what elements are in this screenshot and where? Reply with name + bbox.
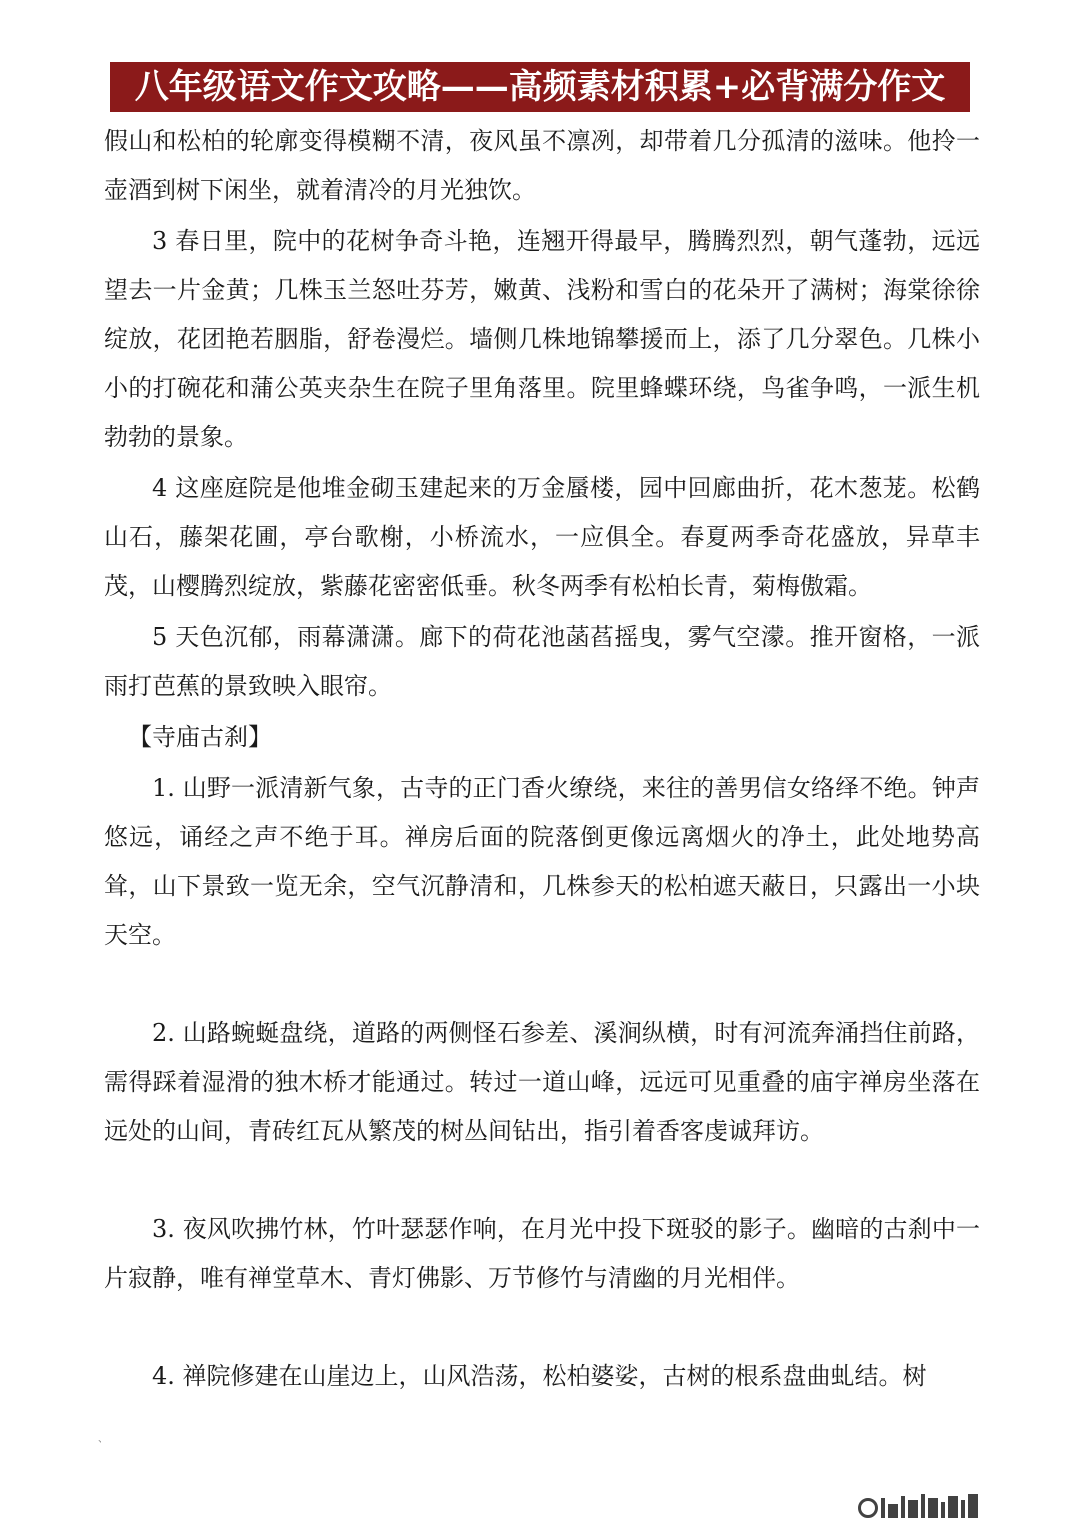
bar-glyph-icon <box>888 1504 898 1518</box>
bar-glyph-icon <box>968 1494 978 1518</box>
document-body <box>104 117 980 1401</box>
section-heading: 【寺庙古刹】 <box>128 723 272 751</box>
temple-item-1: 1. 山野一派清新气象，古寺的正门香火缭绕，来往的善男信女络绎不绝。钟声悠远，诵经之声不绝于耳。禅房后面的院落倒更像远离烟火的净土，此处地势高耸，山下景致一览无余，空气沉静清和，几株参天的松柏遮天蔽日，只露出一小块天空。 <box>104 774 980 949</box>
bar-glyph-icon <box>948 1496 958 1518</box>
bar-glyph-icon <box>941 1502 945 1518</box>
paragraph-continuation: 假山和松柏的轮廓变得模糊不清，夜风虽不凛冽，却带着几分孤清的滋味。他拎一壶酒到树下闲坐，就着清冷的月光独饮。 <box>104 127 980 204</box>
paragraph-item-5: 5 天色沉郁，雨幕潇潇。廊下的荷花池菡萏摇曳，雾气空濛。推开窗格，一派雨打芭蕉的景致映入眼帘。 <box>104 623 980 700</box>
bar-glyph-icon <box>901 1496 905 1518</box>
bar-glyph-icon <box>928 1498 938 1518</box>
footer-logo-icon <box>858 1490 1058 1518</box>
paragraph-item-3: 3 春日里，院中的花树争奇斗艳，连翘开得最早，腾腾烈烈，朝气蓬勃，远远望去一片金黄；几株玉兰怒吐芬芳，嫩黄、浅粉和雪白的花朵开了满树；海棠徐徐绽放，花团艳若胭脂，舒卷漫烂。墙侧几株地锦攀援而上，添了几分翠色。几株小小的打碗花和蒲公英夹杂生在院子里角落里。院里蜂蝶环绕，鸟雀争鸣，一派生机勃勃的景象。 <box>104 227 980 451</box>
paragraph-item-4: 4 这座庭院是他堆金砌玉建起来的万金蜃楼，园中回廊曲折，花木葱茏。松鹤山石，藤架花圃，亭台歌榭，小桥流水，一应俱全。春夏两季奇花盛放，异草丰茂，山樱腾烈绽放，紫藤花密密低垂。秋冬两季有松柏长青，菊梅傲霜。 <box>104 474 980 600</box>
bar-glyph-icon <box>881 1498 885 1518</box>
temple-item-2: 2. 山路蜿蜒盘绕，道路的两侧怪石参差、溪涧纵横，时有河流奔涌挡住前路，需得踩着湿滑的独木桥才能通过。转过一道山峰，远远可见重叠的庙宇禅房坐落在远处的山间，青砖红瓦从繁茂的树丛间钻出，指引着香客虔诚拜访。 <box>104 1019 980 1145</box>
stray-mark: 、 <box>98 1434 108 1445</box>
title-banner: 八年级语文作文攻略——高频素材积累+必背满分作文 <box>110 62 970 112</box>
ring-glyph-icon <box>858 1498 878 1518</box>
bar-glyph-icon <box>961 1500 965 1518</box>
bar-glyph-icon <box>921 1494 925 1518</box>
bar-glyph-icon <box>908 1500 918 1518</box>
temple-item-3: 3. 夜风吹拂竹林，竹叶瑟瑟作响，在月光中投下斑驳的影子。幽暗的古刹中一片寂静，唯有禅堂草木、青灯佛影、万节修竹与清幽的月光相伴。 <box>104 1215 980 1292</box>
temple-item-4: 4. 禅院修建在山崖边上，山风浩荡，松柏婆娑，古树的根系盘曲虬结。树 <box>152 1362 927 1390</box>
